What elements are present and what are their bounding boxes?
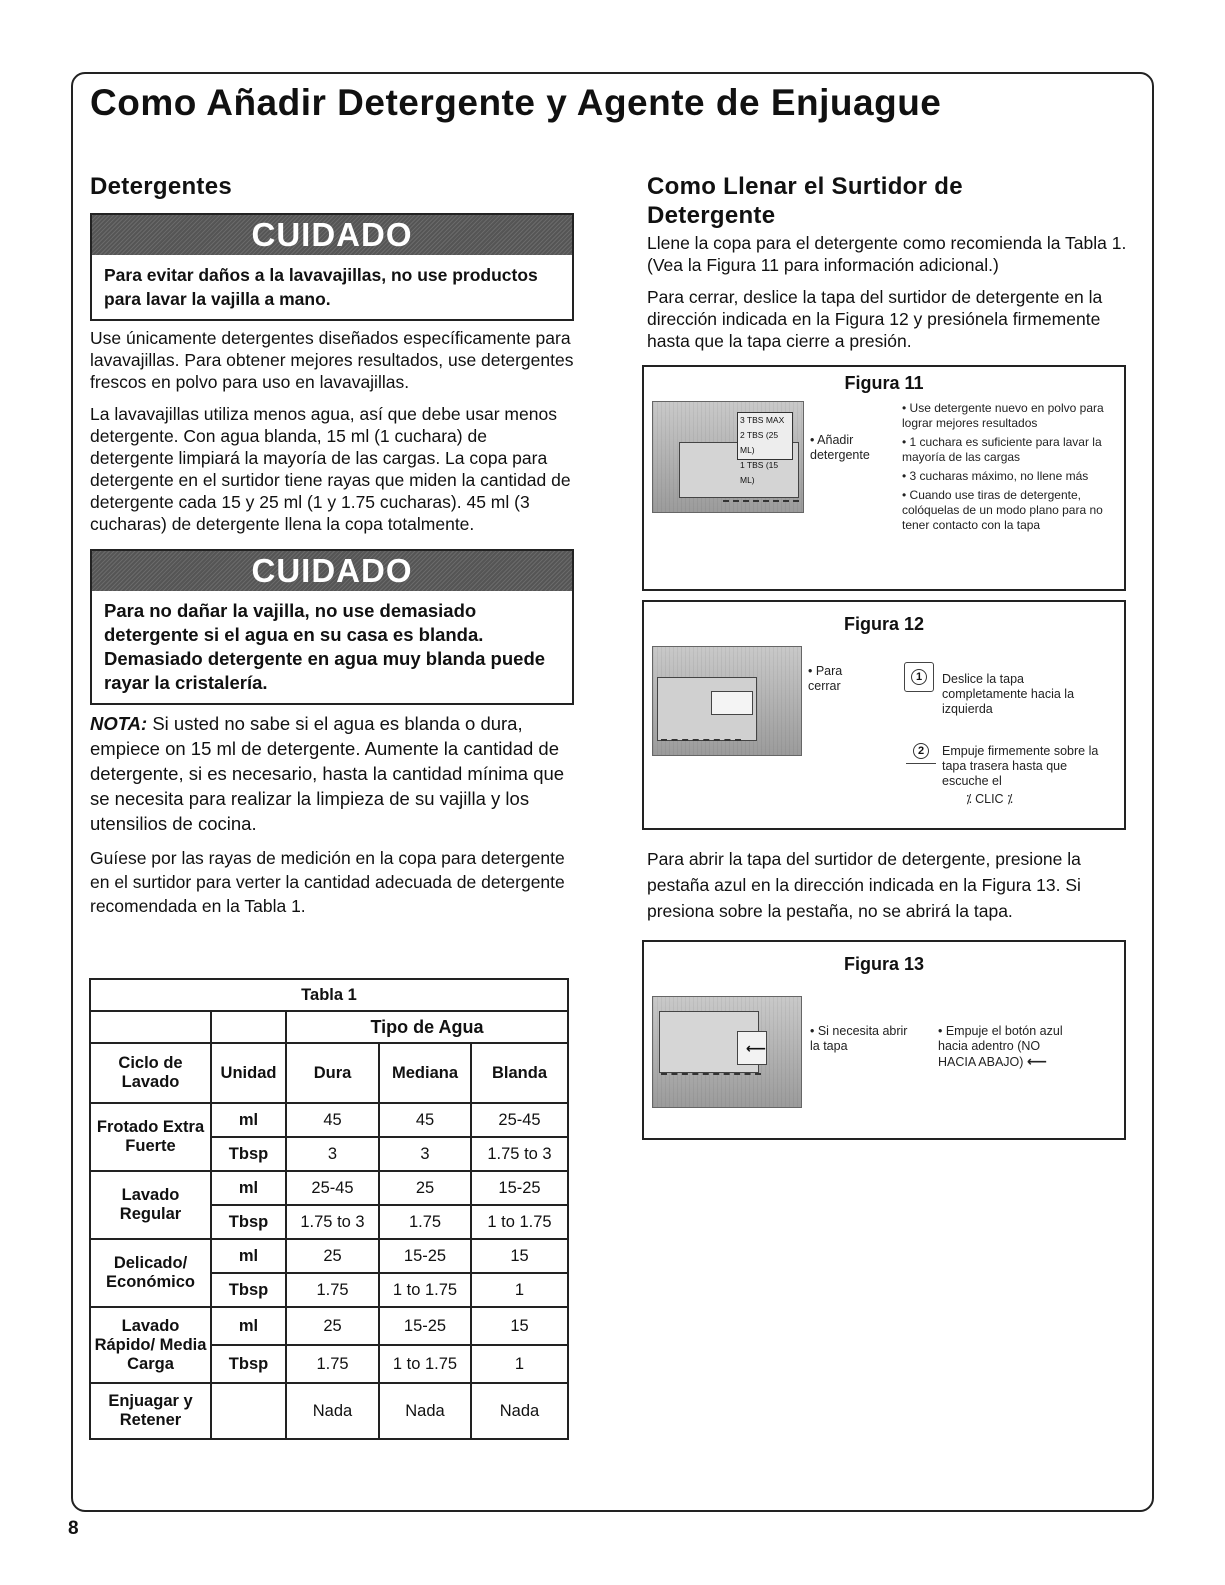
- header-mediana: Mediana: [379, 1043, 471, 1103]
- nota-label: NOTA:: [90, 713, 148, 734]
- cell-unit: Tbsp: [211, 1205, 286, 1239]
- caution-text-1: Para evitar daños a la lavavajillas, no use productos para lavar la vajilla a mano.: [104, 265, 538, 309]
- row-cycle-regular: Lavado Regular: [90, 1171, 211, 1239]
- cell-value: 1 to 1.75: [379, 1345, 471, 1383]
- cell-unit: Tbsp: [211, 1137, 286, 1171]
- cell-value: Nada: [379, 1383, 471, 1439]
- blue-tab-arrow-icon: ⟵: [746, 1040, 767, 1056]
- page-title: Como Añadir Detergente y Agente de Enjuague: [90, 82, 942, 123]
- figure-13: [642, 940, 1126, 1140]
- cell-value: 1: [471, 1273, 568, 1307]
- step-2-text: Empuje firmemente sobre la tapa trasera hasta que escuche el: [942, 744, 1099, 788]
- cell-value: 1.75: [379, 1205, 471, 1239]
- header-dura: Dura: [286, 1043, 379, 1103]
- cell-value: 25: [379, 1171, 471, 1205]
- detergentes-para-2: La lavavajillas utiliza menos agua, así que debe usar menos detergente. Con agua blanda, 15 ml (1 cuchara) de detergente limpiará la mayoría de las cargas. La copa para detergente en el surtidor tiene rayas que miden la cantidad de detergente cada 15 y 25 ml (1 y 1.75 cucharas). 45 ml (3 cucharas) de detergente llena la copa totalmente.: [90, 404, 571, 534]
- clic-left-marks: ⁒: [966, 792, 976, 806]
- nota-paragraph: [90, 711, 574, 836]
- caution-text-2: Para no dañar la vajilla, no use demasiado detergente si el agua en su casa es blanda. Demasiado detergente en agua muy blanda puede rayar la cristalería.: [104, 600, 546, 693]
- step-1-icon: [904, 662, 934, 692]
- cell-unit: ml: [211, 1103, 286, 1137]
- table-empty-cell: [211, 1011, 286, 1043]
- caution-banner-2: [92, 551, 572, 591]
- figure-13-title: Figura 13: [843, 954, 925, 974]
- nota-text: Si usted no sabe si el agua es blanda o dura, empiece on 15 ml de detergente. Aumente la cantidad de detergente, si es necesario, hasta la cantidad mínima que se necesita para realizar la limpieza de su vajilla y los utensilios de cocina.: [90, 713, 565, 834]
- cell-value: 1.75 to 3: [471, 1137, 568, 1171]
- figure-13-callout: • Si necesita abrir la tapa: [810, 1024, 908, 1053]
- cell-value: 25-45: [471, 1103, 568, 1137]
- cell-value: Nada: [471, 1383, 568, 1439]
- table-empty-cell: [90, 1011, 211, 1043]
- cell-value: 15-25: [379, 1239, 471, 1273]
- left-column: [90, 172, 574, 918]
- figure-11: [642, 365, 1126, 591]
- step-1-text: Deslice la tapa completamente hacia la izquierda: [942, 672, 1075, 716]
- detergentes-para-3: Guíese por las rayas de medición en la copa para detergente en el surtidor para verter la cantidad adecuada de detergente recomendada en la Tabla 1.: [90, 848, 565, 916]
- figure-12: [642, 600, 1126, 830]
- dispenser-dash-line: [661, 1073, 761, 1075]
- clic-sound-label: [966, 792, 1013, 807]
- figure-11-bullet: • Use detergente nuevo en polvo para lograr mejores resultados: [902, 401, 1104, 430]
- figure-11-callout: • Añadir detergente: [810, 433, 870, 462]
- surtidor-heading: Como Llenar el Surtidor de Detergente: [647, 173, 963, 229]
- cell-unit: Tbsp: [211, 1345, 286, 1383]
- table-group-header: Tipo de Agua: [286, 1011, 568, 1043]
- dispenser-close-illustration: [652, 646, 802, 756]
- cell-value: 25: [286, 1307, 379, 1345]
- header-unit: Unidad: [211, 1043, 286, 1103]
- figure-11-bullet: • Cuando use tiras de detergente, colóquelas de un modo plano para no tener contacto con la tapa: [902, 488, 1103, 532]
- surtidor-para-3: Para abrir la tapa del surtidor de detergente, presione la pestaña azul en la dirección indicada en la Figura 13. Si presiona sobre la pestaña, no se abrirá la tapa.: [647, 849, 1081, 921]
- step-2-icon: [906, 738, 936, 764]
- cup-label-max: 3 TBS MAX: [740, 415, 785, 425]
- surtidor-para-2: Para cerrar, deslice la tapa del surtidor de detergente en la dirección indicada en la Figura 12 y presiónela firmemente hasta que la tapa cierre a presión.: [647, 287, 1103, 351]
- cell-value: 15-25: [379, 1307, 471, 1345]
- figure-13-note-text: • Empuje el botón azul hacia adentro (NO HACIA ABAJO): [938, 1024, 1063, 1069]
- figure-12-title: Figura 12: [843, 614, 925, 634]
- dispenser-dash-line: [661, 739, 741, 741]
- dispenser-open-illustration: [652, 996, 802, 1108]
- figure-11-title: Figura 11: [844, 373, 924, 393]
- figure-11-bullet: • 1 cuchara es suficiente para lavar la mayoría de las cargas: [902, 435, 1102, 464]
- surtidor-para-1: Llene la copa para el detergente como recomienda la Tabla 1. (Vea la Figura 11 para información adicional.): [647, 233, 1127, 275]
- cell-unit: [211, 1383, 286, 1439]
- detergentes-para-1: Use únicamente detergentes diseñados específicamente para lavavajillas. Para obtener mejores resultados, use detergentes frescos en polvo para uso en lavavajillas.: [90, 328, 574, 392]
- caution-box-2: [90, 549, 574, 705]
- row-cycle-delicado: Delicado/ Económico: [90, 1239, 211, 1307]
- dispenser-lid: [711, 691, 753, 715]
- dispenser-dash-line: [723, 500, 799, 502]
- row-cycle-enjuagar: Enjuagar y Retener: [90, 1383, 211, 1439]
- cell-value: 1: [471, 1345, 568, 1383]
- detergent-cup-illustration: [652, 401, 804, 513]
- row-cycle-rapido: Lavado Rápido/ Media Carga: [90, 1307, 211, 1383]
- blue-tab: [737, 1031, 767, 1065]
- push-arrow-icon: ⟵: [1026, 1053, 1048, 1069]
- cell-value: 15-25: [471, 1171, 568, 1205]
- cell-value: 25-45: [286, 1171, 379, 1205]
- figure-11-bullets: [902, 401, 1124, 537]
- figure-11-bullet: • 3 cucharas máximo, no llene más: [902, 469, 1089, 483]
- figure-13-note: [938, 1024, 1078, 1070]
- caution-label-2: CUIDADO: [251, 552, 413, 589]
- caution-box-1: [90, 213, 574, 321]
- cell-unit: ml: [211, 1171, 286, 1205]
- cell-value: 3: [379, 1137, 471, 1171]
- cell-value: 1.75: [286, 1345, 379, 1383]
- detergentes-heading: Detergentes: [90, 173, 233, 200]
- cell-value: 15: [471, 1307, 568, 1345]
- caution-banner-1: [92, 215, 572, 255]
- cell-value: 1.75: [286, 1273, 379, 1307]
- figure-12-callout: • Para cerrar: [808, 664, 843, 693]
- cell-unit: Tbsp: [211, 1273, 286, 1307]
- table-caption: Tabla 1: [90, 979, 568, 1011]
- cell-value: 1 to 1.75: [471, 1205, 568, 1239]
- cell-unit: ml: [211, 1307, 286, 1345]
- cell-value: 15: [471, 1239, 568, 1273]
- cup-label-15ml: 1 TBS (15 ML): [740, 460, 779, 485]
- detergent-table: [89, 978, 569, 1440]
- cup-label-25ml: 2 TBS (25 ML): [740, 430, 779, 455]
- cell-value: 1 to 1.75: [379, 1273, 471, 1307]
- cell-value: 25: [286, 1239, 379, 1273]
- clic-text: CLIC: [975, 792, 1004, 806]
- step-1-number: 1: [911, 669, 927, 685]
- cell-value: 3: [286, 1137, 379, 1171]
- row-cycle-frotado: Frotado Extra Fuerte: [90, 1103, 211, 1171]
- cell-value: 1.75 to 3: [286, 1205, 379, 1239]
- header-cycle: Ciclo de Lavado: [90, 1043, 211, 1103]
- step-2-number: 2: [913, 743, 929, 759]
- cell-value: 45: [379, 1103, 471, 1137]
- caution-label-1: CUIDADO: [251, 216, 413, 253]
- cup-label-box: [737, 412, 793, 485]
- cell-value: Nada: [286, 1383, 379, 1439]
- right-column: [647, 172, 1137, 352]
- cell-unit: ml: [211, 1239, 286, 1273]
- header-blanda: Blanda: [471, 1043, 568, 1103]
- clic-right-marks: ⁒: [1003, 792, 1013, 806]
- page-number: 8: [68, 1518, 79, 1539]
- cell-value: 45: [286, 1103, 379, 1137]
